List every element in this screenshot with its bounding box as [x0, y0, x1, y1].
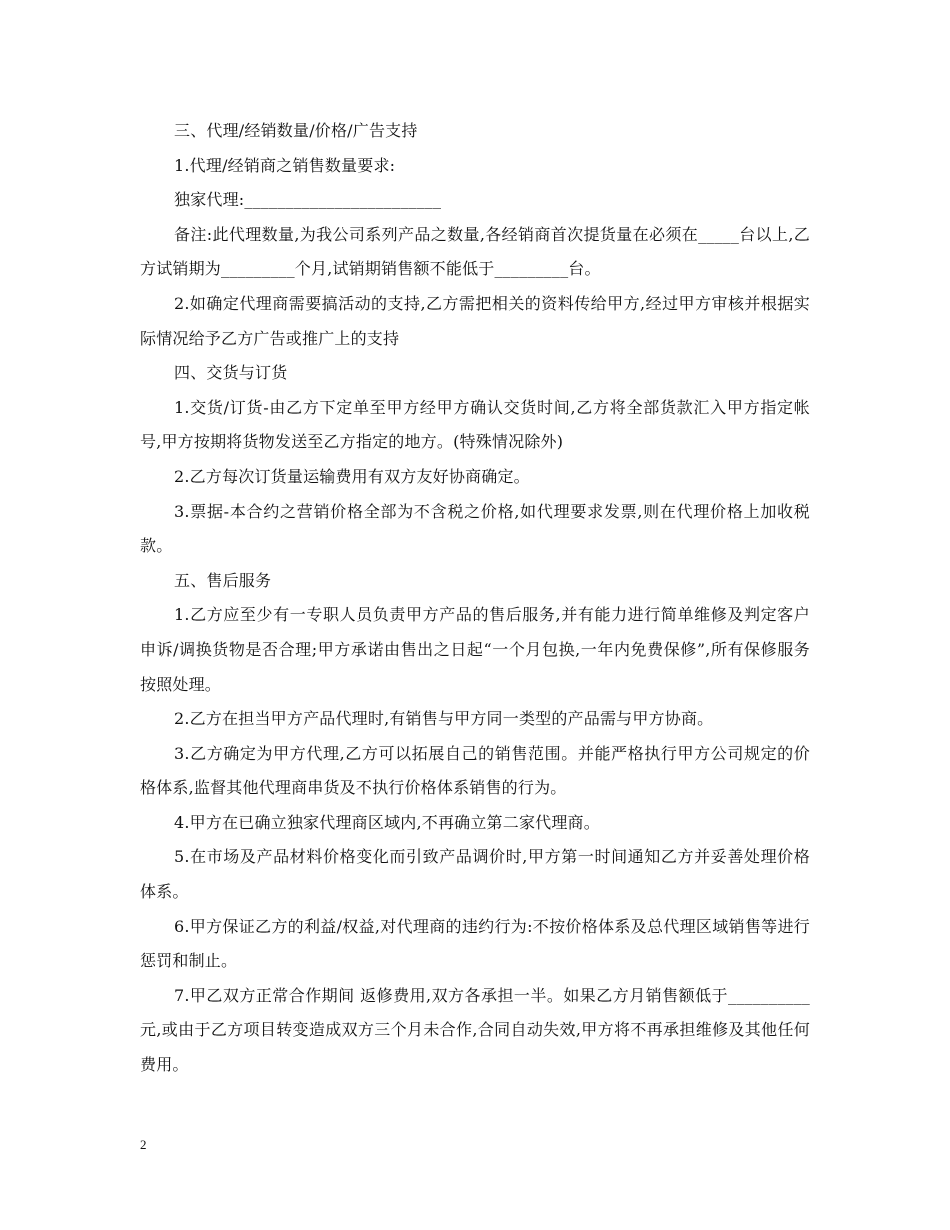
paragraph-exclusive-region: 4.甲方在已确立独家代理商区域内,不再确立第二家代理商。 [174, 812, 600, 832]
paragraph-agent-rights: 6.甲方保证乙方的利益/权益,对代理商的违约行为:不按价格体系及总代理区域销售等进行惩罚和制止。 [140, 916, 810, 971]
paragraph-remarks: 备注:此代理数量,为我公司系列产品之数量,各经销商首次提货量在必须在_____台以上,乙方试销期为_________个月,试销期销售额不能低于_________台。 [140, 224, 810, 279]
paragraph-repair-costs: 7.甲乙双方正常合作期间 返修费用,双方各承担一半。如果乙方月销售额低于__________元,或由于乙方项目转变造成双方三个月未合作,合同自动失效,甲方将不再承担维修及其他任何费用。 [140, 985, 810, 1075]
paragraph-sales-scope: 3.乙方确定为甲方代理,乙方可以拓展自己的销售范围。并能严格执行甲方公司规定的价格体系,监督其他代理商串货及不执行价格体系销售的行为。 [140, 743, 810, 798]
paragraph-shipping-cost: 2.乙方每次订货量运输费用有双方友好协商确定。 [174, 466, 530, 486]
paragraph-delivery-order: 1.交货/订货-由乙方下定单至甲方经甲方确认交货时间,乙方将全部货款汇入甲方指定帐号,甲方按期将货物发送至乙方指定的地方。(特殊情况除外) [140, 397, 810, 452]
document-body [140, 114, 810, 1083]
section-heading-3: 三、代理/经销数量/价格/广告支持 [174, 121, 418, 140]
paragraph-promotion-support: 2.如确定代理商需要搞活动的支持,乙方需把相关的资料传给甲方,经过甲方审核并根据实际情况给予乙方广告或推广上的支持 [140, 293, 810, 348]
paragraph-invoice: 3.票据-本合约之营销价格全部为不含税之价格,如代理要求发票,则在代理价格上加收税款。 [140, 501, 810, 556]
paragraph-price-adjustment: 5.在市场及产品材料价格变化而引致产品调价时,甲方第一时间通知乙方并妥善处理价格体系。 [140, 847, 810, 902]
section-heading-4: 四、交货与订货 [174, 363, 288, 383]
paragraph-same-type-products: 2.乙方在担当甲方产品代理时,有销售与甲方同一类型的产品需与甲方协商。 [174, 709, 714, 729]
paragraph-sales-quantity-requirement: 1.代理/经销商之销售数量要求: [174, 155, 396, 175]
paragraph-exclusive-agent: 独家代理:________________________ [174, 190, 442, 210]
page-number: 2 [140, 1137, 147, 1152]
paragraph-after-sales-staff: 1.乙方应至少有一专职人员负责甲方产品的售后服务,并有能力进行简单维修及判定客户申诉/调换货物是否合理;甲方承诺由售出之日起“一个月包换,一年内免费保修”,所有保修服务按照处理。 [140, 605, 810, 694]
section-heading-5: 五、售后服务 [174, 570, 272, 590]
